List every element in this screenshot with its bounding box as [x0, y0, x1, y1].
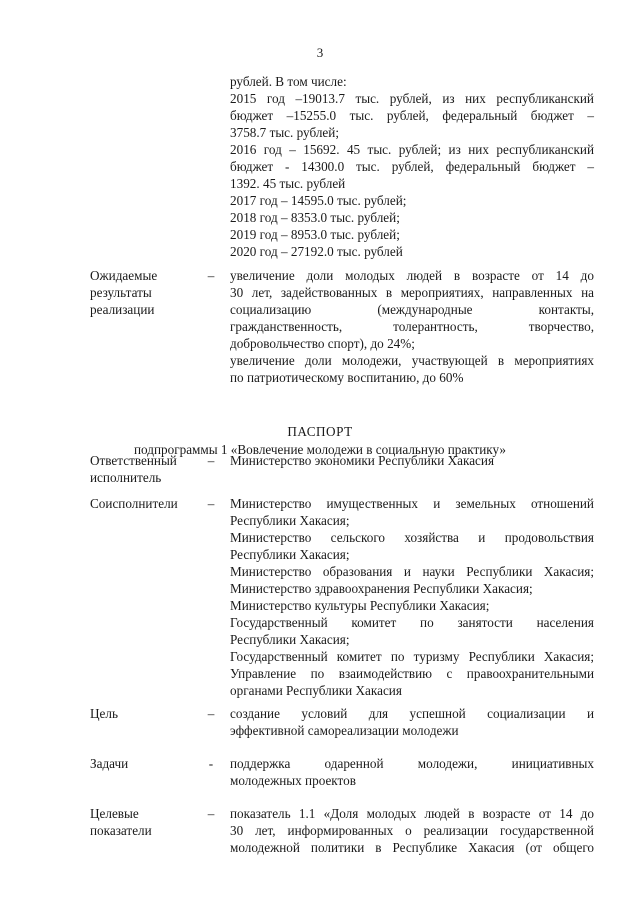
row-value — [230, 705, 594, 739]
row-value-line: Министерство экономики Республики Хакасия — [230, 453, 495, 468]
page-number: 3 — [316, 45, 324, 60]
row-value-line: Государственный комитет по занятости населения — [230, 615, 594, 630]
row-value-line: Государственный комитет по туризму Республики Хакасия; — [230, 649, 594, 664]
funding-line: 2016 год – 15692. 45 тыс. рублей; из них республиканский — [230, 142, 594, 157]
funding-line: 2018 год – 8353.0 тыс. рублей; — [230, 210, 400, 225]
row-label-line: Целевые — [90, 806, 139, 821]
row-value-line: увеличение доли молодых людей в возрасте от 14 до — [230, 268, 594, 283]
row-value-line: Министерство образования и науки Республики Хакасия; — [230, 564, 594, 579]
row-value — [230, 452, 594, 469]
row-label — [90, 755, 208, 772]
row-value-line: Министерство сельского хозяйства и продовольствия — [230, 530, 594, 545]
row-value-line: Республики Хакасия; — [230, 632, 350, 647]
row-dash: - — [208, 756, 214, 771]
row-value-line: Республики Хакасия; — [230, 547, 350, 562]
funding-line: 1392. 45 тыс. рублей — [230, 176, 346, 191]
row-value-line: молодежных проектов — [230, 773, 356, 788]
row-value-line: молодежной политики в Республике Хакасия (от общего — [230, 840, 594, 855]
row-value-line: создание условий для успешной социализации и — [230, 706, 594, 721]
row-label-line: Ответственный — [90, 453, 177, 468]
funding-line: 2015 год –19013.7 тыс. рублей, из них республиканский — [230, 91, 594, 106]
row-value-line: Министерство имущественных и земельных отношений — [230, 496, 594, 511]
passport-title: ПАСПОРТ — [287, 424, 353, 439]
row-label — [90, 452, 208, 486]
row-label-line: показатели — [90, 823, 152, 838]
row-value-line: Республики Хакасия; — [230, 513, 350, 528]
funding-line: бюджет –15255.0 тыс. рублей, федеральный бюджет – — [230, 108, 594, 123]
row-value — [230, 805, 594, 856]
row-dash: – — [207, 706, 215, 721]
row-value-line: органами Республики Хакасия — [230, 683, 402, 698]
row-value — [230, 495, 594, 699]
row-value-line: гражданственность, толерантность, творчество, — [230, 319, 594, 334]
row-label — [90, 705, 208, 722]
row-value-line: Министерство культуры Республики Хакасия; — [230, 598, 490, 613]
row-value-line: добровольчество спорт), до 24%; — [230, 336, 415, 351]
row-value-line: социализацию (международные контакты, — [230, 302, 594, 317]
row-value — [230, 755, 594, 789]
row-label-line: Задачи — [90, 756, 129, 771]
row-value-line: Министерство здравоохранения Республики Хакасия; — [230, 581, 533, 596]
funding-line: 2020 год – 27192.0 тыс. рублей — [230, 244, 403, 259]
row-label-line: Цель — [90, 706, 118, 721]
funding-line: 2017 год – 14595.0 тыс. рублей; — [230, 193, 407, 208]
row-value-line: 30 лет, информированных о реализации государственной — [230, 823, 594, 838]
row-value-line: по патриотическому воспитанию, до 60% — [230, 370, 464, 385]
row-label-line: исполнитель — [90, 470, 162, 485]
row-label-line: результаты — [90, 285, 152, 300]
passport-subtitle: подпрограммы 1 «Вовлечение молодежи в социальную практику» — [133, 442, 507, 457]
row-value — [230, 267, 594, 386]
row-label-line: Ожидаемые — [90, 268, 158, 283]
row-value-line: поддержка одаренной молодежи, инициативных — [230, 756, 594, 771]
row-dash: – — [207, 453, 215, 468]
row-value-line: показатель 1.1 «Доля молодых людей в возрасте от 14 до — [230, 806, 594, 821]
row-value-line: Управление по взаимодействию с правоохранительными — [230, 666, 594, 681]
row-value-line: увеличение доли молодежи, участвующей в мероприятиях — [230, 353, 594, 368]
row-dash: – — [207, 496, 215, 511]
row-value-line: 30 лет, задействованных в мероприятиях, направленных на — [230, 285, 594, 300]
row-dash: – — [207, 806, 215, 821]
row-label — [90, 267, 208, 318]
row-value-line: эффективной самореализации молодежи — [230, 723, 459, 738]
funding-line: 2019 год – 8953.0 тыс. рублей; — [230, 227, 400, 242]
row-label — [90, 805, 208, 839]
row-label — [90, 495, 208, 512]
funding-line: бюджет - 14300.0 тыс. рублей, федеральный бюджет – — [230, 159, 594, 174]
funding-continuation — [230, 73, 594, 260]
funding-line: 3758.7 тыс. рублей; — [230, 125, 340, 140]
row-dash: – — [207, 268, 215, 283]
row-label-line: Соисполнители — [90, 496, 178, 511]
row-label-line: реализации — [90, 302, 155, 317]
funding-line: рублей. В том числе: — [230, 74, 347, 89]
